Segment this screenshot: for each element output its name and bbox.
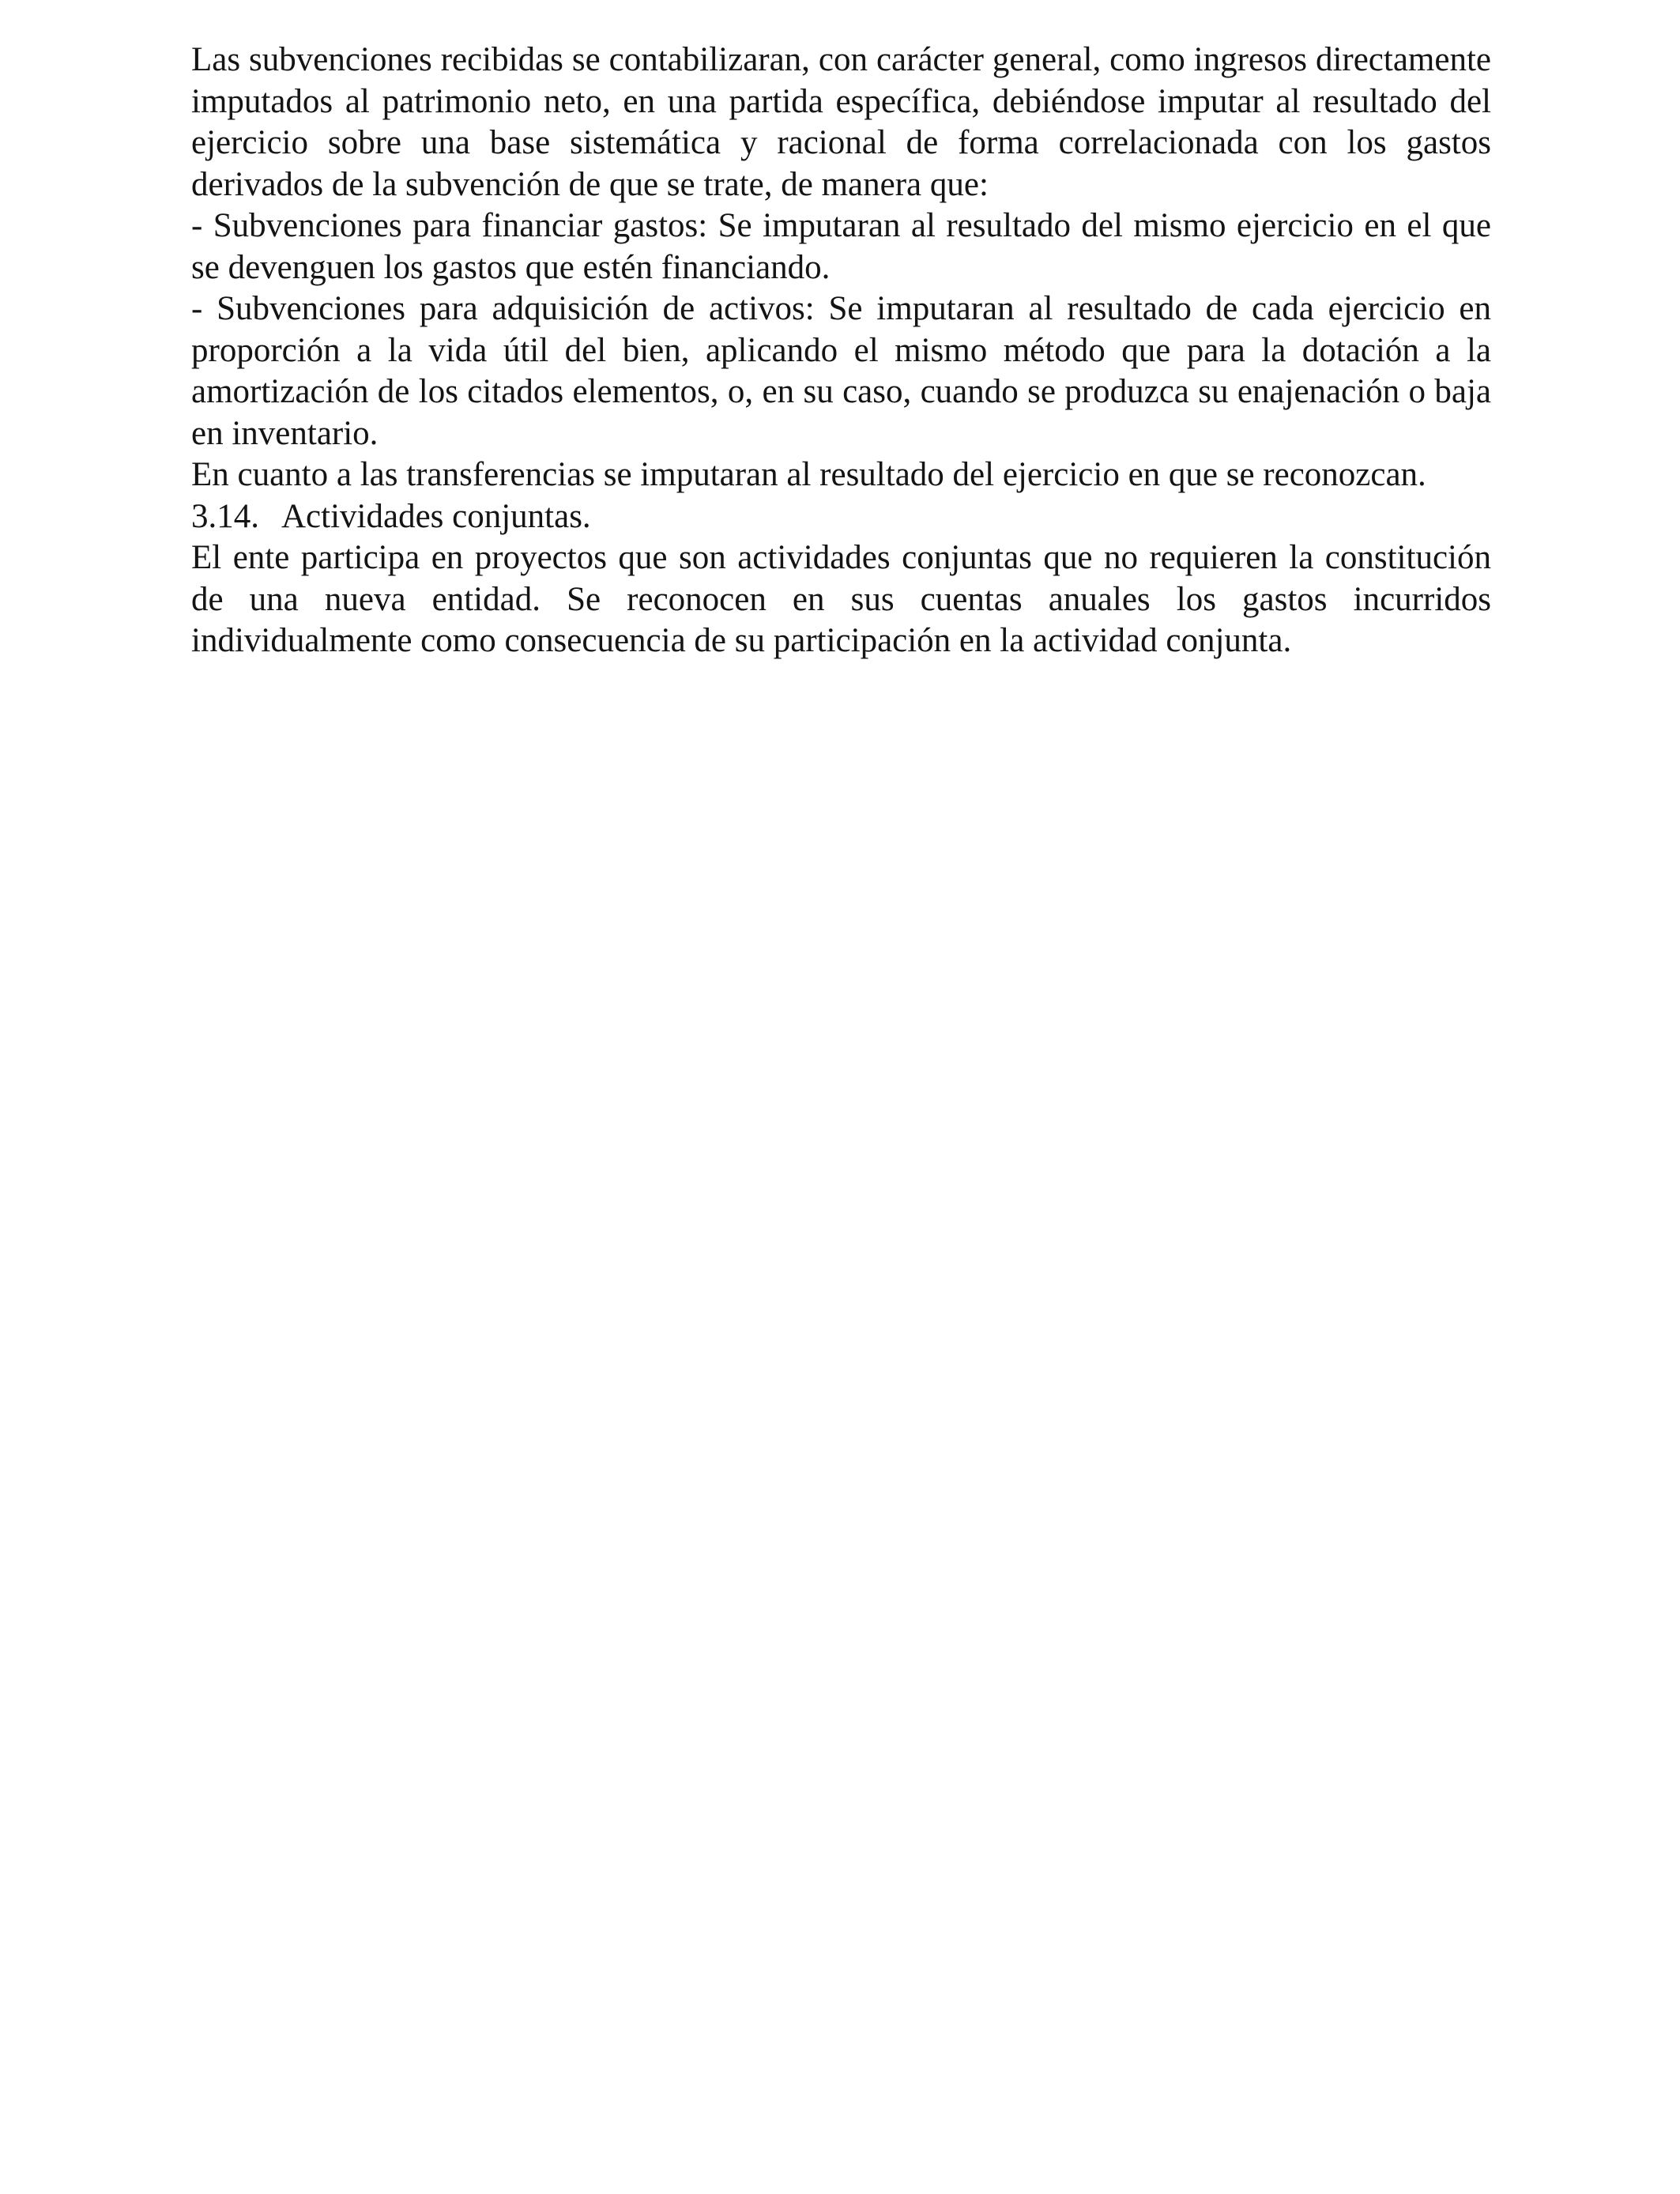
subsidy-bullet-list — [191, 205, 1491, 454]
section-heading — [191, 496, 1491, 538]
intro-paragraph: Las subvenciones recibidas se contabilizaran, con carácter general, como ingresos directamente imputados al patrimonio neto, en una partida específica, debiéndose imputar al resultado del ejercicio sobre una base sistemática y racional de forma correlacionada con los gastos derivados de la subvención de que se trate, de manera que: — [191, 41, 1491, 203]
document-page — [191, 40, 1491, 662]
bullet-financing-expenses: - Subvenciones para financiar gastos: Se imputaran al resultado del mismo ejercicio en el que se devenguen los gastos que estén financiando. — [191, 207, 1491, 286]
section-title: Actividades conjuntas. — [281, 497, 591, 535]
section-number: 3.14. — [191, 497, 259, 535]
joint-activities-paragraph: El ente participa en proyectos que son actividades conjuntas que no requieren la constitución de una nueva entidad. Se reconocen en sus cuentas anuales los gastos incurridos individualmente como consecuencia de su participación en la actividad conjunta. — [191, 539, 1491, 659]
transfers-paragraph: En cuanto a las transferencias se imputaran al resultado del ejercicio en que se reconozcan. — [191, 456, 1426, 493]
bullet-asset-acquisition: - Subvenciones para adquisición de activos: Se imputaran al resultado de cada ejercicio en proporción a la vida útil del bien, aplicando el mismo método que para la dotación a la amortización de los citados elementos, o, en su caso, cuando se produzca su enajenación o baja en inventario. — [191, 290, 1491, 452]
